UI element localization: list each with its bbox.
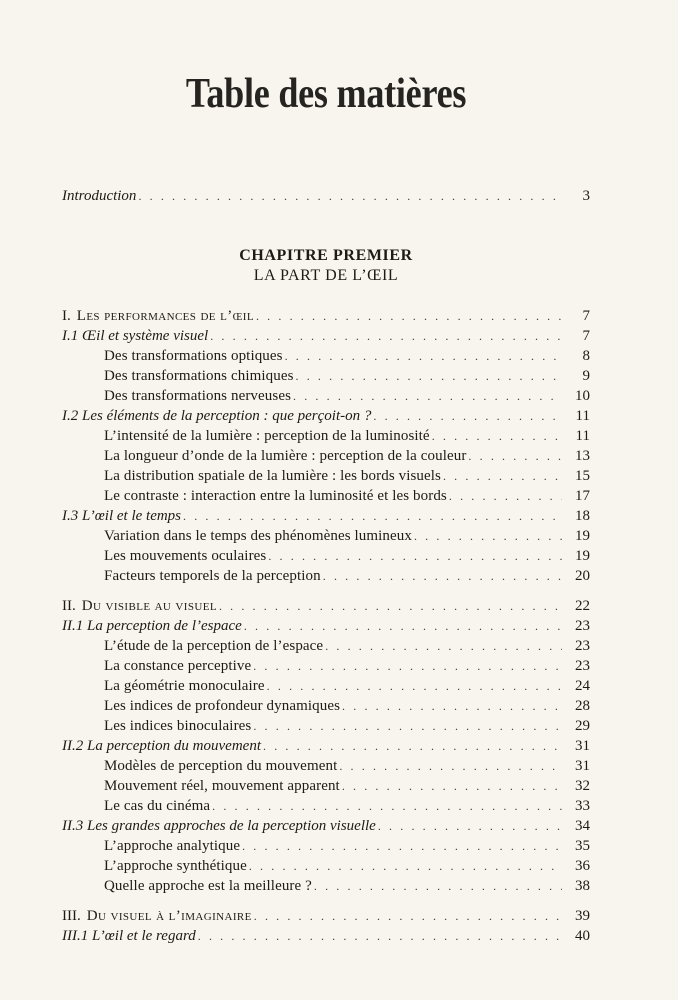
leader-dots [342, 696, 562, 716]
toc-entry-text: Les indices binoculaires [104, 718, 252, 734]
toc-entry-number: III. [62, 908, 81, 924]
toc-entry-page: 38 [575, 878, 590, 894]
toc-entry-page: 23 [575, 618, 590, 634]
toc-entry-label [62, 616, 244, 636]
toc-entry-label [62, 446, 468, 466]
toc-entry-text: Les performances de l’œil [76, 308, 254, 324]
toc-entry-page: 15 [575, 468, 590, 484]
toc-entry-label [62, 486, 449, 506]
toc-entry-label [62, 346, 285, 366]
toc-entry[interactable] [62, 736, 590, 756]
toc-entry-page: 40 [575, 928, 590, 944]
leader-dots [219, 596, 562, 616]
toc-entry-label [62, 776, 342, 796]
leader-dots [468, 446, 562, 466]
leader-dots [263, 736, 562, 756]
toc-entry-label [62, 366, 296, 386]
toc-entry-label [62, 906, 254, 926]
toc-entry-page: 10 [575, 388, 590, 404]
toc-entry-text: Des transformations optiques [104, 348, 283, 364]
toc-entry-page: 35 [575, 838, 590, 854]
toc-entry[interactable] [62, 816, 590, 836]
toc-entry-text: Du visible au visuel [81, 598, 217, 614]
toc-entry-page: 22 [575, 598, 590, 614]
toc-entry-text: L’approche synthétique [104, 858, 247, 874]
leader-dots [373, 406, 562, 426]
chapter-heading [62, 246, 590, 286]
toc-entry-page: 13 [575, 448, 590, 464]
toc-entry-page: 34 [575, 818, 590, 834]
toc-entry-label [62, 596, 219, 616]
toc-entry-label [62, 876, 314, 896]
toc-entry-page: 36 [575, 858, 590, 874]
toc-entry-number: II.2 [62, 738, 84, 754]
toc-entry[interactable] [62, 656, 590, 676]
toc-entry-label [62, 926, 198, 946]
toc-entry-label: Introduction [62, 188, 137, 204]
toc-entry-number: II.3 [62, 818, 84, 834]
toc-entry-label [62, 756, 339, 776]
toc-entry-page: 20 [575, 568, 590, 584]
toc-entry-text: La distribution spatiale de la lumière : les bords visuels [104, 468, 441, 484]
toc-entry-text: La perception de l’espace [87, 618, 242, 634]
toc-entry[interactable] [62, 716, 590, 736]
toc-entry-page: 11 [575, 428, 590, 444]
toc-entry-text: La géométrie monoculaire [104, 678, 265, 694]
toc-entry-page: 17 [575, 488, 590, 504]
toc-entry-page: 23 [575, 658, 590, 674]
toc-entry[interactable] [62, 546, 590, 566]
toc-entry[interactable] [62, 366, 590, 386]
leader-dots [198, 926, 562, 946]
toc-entry-text: Les grandes approches de la perception visuelle [87, 818, 376, 834]
toc-entry-text: Les indices de profondeur dynamiques [104, 698, 341, 714]
toc-entry-page: 23 [575, 638, 590, 654]
toc-entry-label [62, 566, 323, 586]
leader-dots [414, 526, 562, 546]
leader-dots [256, 306, 562, 326]
toc-entry[interactable] [62, 696, 590, 716]
toc-entry-label [62, 696, 342, 716]
leader-dots [296, 366, 562, 386]
leader-dots [285, 346, 562, 366]
toc-entry-page: 11 [575, 408, 590, 424]
toc-entry[interactable] [62, 306, 590, 326]
toc-entry-number: I.2 [62, 408, 79, 424]
toc-entry[interactable] [62, 836, 590, 856]
toc-entry[interactable] [62, 506, 590, 526]
toc-entry[interactable] [62, 526, 590, 546]
toc-entry[interactable] [62, 446, 590, 466]
leader-dots [212, 796, 562, 816]
leader-dots [293, 386, 562, 406]
toc-entry-label [62, 676, 267, 696]
toc-entry[interactable] [62, 566, 590, 586]
toc-entry-label [62, 796, 212, 816]
toc-entry-label [62, 406, 373, 426]
toc-entry-page: 19 [575, 548, 590, 564]
toc-entry-label [62, 636, 325, 656]
toc-entry-text: Des transformations nerveuses [104, 388, 292, 404]
leader-dots [325, 636, 562, 656]
toc-entry-page: 29 [575, 718, 590, 734]
toc-entry-number: I.1 [62, 328, 79, 344]
toc-entry[interactable] [62, 856, 590, 876]
toc-entry-page: 19 [575, 528, 590, 544]
leader-dots [244, 616, 562, 636]
toc-entry[interactable] [62, 386, 590, 406]
leader-dots [253, 716, 562, 736]
toc-entry-label [62, 836, 242, 856]
leader-dots [138, 186, 562, 206]
toc-entry-page: 28 [575, 698, 590, 714]
leader-dots [210, 326, 562, 346]
toc-entry-label [62, 546, 268, 566]
leader-dots [342, 776, 562, 796]
toc-entry[interactable] [62, 596, 590, 616]
toc-entry-page: 39 [575, 908, 590, 924]
toc-entry-text: L’intensité de la lumière : perception de la luminosité [104, 428, 430, 444]
toc-entry-introduction[interactable] [62, 186, 590, 206]
toc-entry[interactable] [62, 346, 590, 366]
toc-entry-text: La longueur d’onde de la lumière : perception de la couleur [104, 448, 467, 464]
toc-entry-label [62, 466, 443, 486]
toc-entry-text: L’étude de la perception de l’espace [104, 638, 324, 654]
leader-dots [254, 906, 562, 926]
toc-entry[interactable] [62, 486, 590, 506]
toc-entry-label [62, 816, 378, 836]
toc-entry[interactable] [62, 406, 590, 426]
toc-entry[interactable] [62, 776, 590, 796]
leader-dots [242, 836, 562, 856]
toc-entry-text: Œil et système visuel [82, 328, 209, 344]
leader-dots [183, 506, 562, 526]
toc-entry-text: Variation dans le temps des phénomènes lumineux [104, 528, 412, 544]
toc-entry-number: II. [62, 598, 76, 614]
toc-entry-label [62, 306, 256, 326]
toc-entry-text: L’approche analytique [104, 838, 241, 854]
leader-dots [443, 466, 562, 486]
toc-entry-text: L’œil et le regard [92, 928, 196, 944]
leader-dots [267, 676, 562, 696]
toc-entry-number: I. [62, 308, 71, 324]
toc-entry-page: 3 [582, 188, 590, 204]
leader-dots [339, 756, 562, 776]
toc-entry-label [62, 386, 293, 406]
toc-entry-page: 7 [582, 328, 590, 344]
toc-entry-page: 8 [582, 348, 590, 364]
leader-dots [449, 486, 562, 506]
toc-entry-text: Du visuel à l’imaginaire [86, 908, 252, 924]
toc-entry-text: La perception du mouvement [87, 738, 261, 754]
toc-entry-page: 18 [575, 508, 590, 524]
leader-dots [268, 546, 562, 566]
toc-entry-text: L’œil et le temps [82, 508, 182, 524]
toc-entry-page: 33 [575, 798, 590, 814]
toc-entry-page: 31 [575, 758, 590, 774]
toc-entry-text: Facteurs temporels de la perception [104, 568, 321, 584]
toc-entry-text: Les éléments de la perception : que perçoit-on ? [82, 408, 372, 424]
toc-entry-label [62, 736, 263, 756]
toc-entry[interactable] [62, 876, 590, 896]
toc-entry[interactable] [62, 926, 590, 946]
toc-entry[interactable] [62, 756, 590, 776]
chapter-name: LA PART DE L’ŒIL [253, 267, 399, 284]
toc-entry-page: 9 [582, 368, 590, 384]
toc-entry-label [62, 506, 183, 526]
leader-dots [249, 856, 562, 876]
toc-entry[interactable] [62, 906, 590, 926]
toc-entry-page: 24 [575, 678, 590, 694]
toc-entry-text: Mouvement réel, mouvement apparent [104, 778, 340, 794]
toc-entry-text: Quelle approche est la meilleure ? [104, 878, 312, 894]
toc-entry-text: Modèles de perception du mouvement [104, 758, 338, 774]
toc-entry-label [62, 856, 249, 876]
leader-dots [378, 816, 562, 836]
toc-entry-label [62, 426, 432, 446]
toc-entry[interactable] [62, 616, 590, 636]
toc-entry-page: 7 [582, 308, 590, 324]
toc-entry-page: 31 [575, 738, 590, 754]
toc-entry-text: Le contraste : interaction entre la luminosité et les bords [104, 488, 447, 504]
leader-dots [432, 426, 562, 446]
toc-entry[interactable] [62, 636, 590, 656]
toc-entry-text: Le cas du cinéma [104, 798, 211, 814]
page-title: Table des matières [185, 71, 467, 118]
leader-dots [323, 566, 562, 586]
toc-entry-number: III.1 [62, 928, 89, 944]
toc-entry-label [62, 716, 253, 736]
toc-entry[interactable] [62, 676, 590, 696]
toc-entry-text: Des transformations chimiques [104, 368, 294, 384]
toc-entry-number: II.1 [62, 618, 84, 634]
toc-entry[interactable] [62, 326, 590, 346]
toc-entry[interactable] [62, 796, 590, 816]
toc-entry[interactable] [62, 466, 590, 486]
leader-dots [314, 876, 562, 896]
toc-entry-text: Les mouvements oculaires [104, 548, 267, 564]
leader-dots [253, 656, 562, 676]
toc-entry-number: I.3 [62, 508, 79, 524]
toc-entry-page: 32 [575, 778, 590, 794]
toc-entry-label [62, 656, 253, 676]
toc-entry-text: La constance perceptive [104, 658, 252, 674]
toc-entry-label [62, 326, 210, 346]
chapter-kicker: CHAPITRE PREMIER [239, 247, 413, 264]
toc-entry[interactable] [62, 426, 590, 446]
toc-entry-label [62, 526, 414, 546]
